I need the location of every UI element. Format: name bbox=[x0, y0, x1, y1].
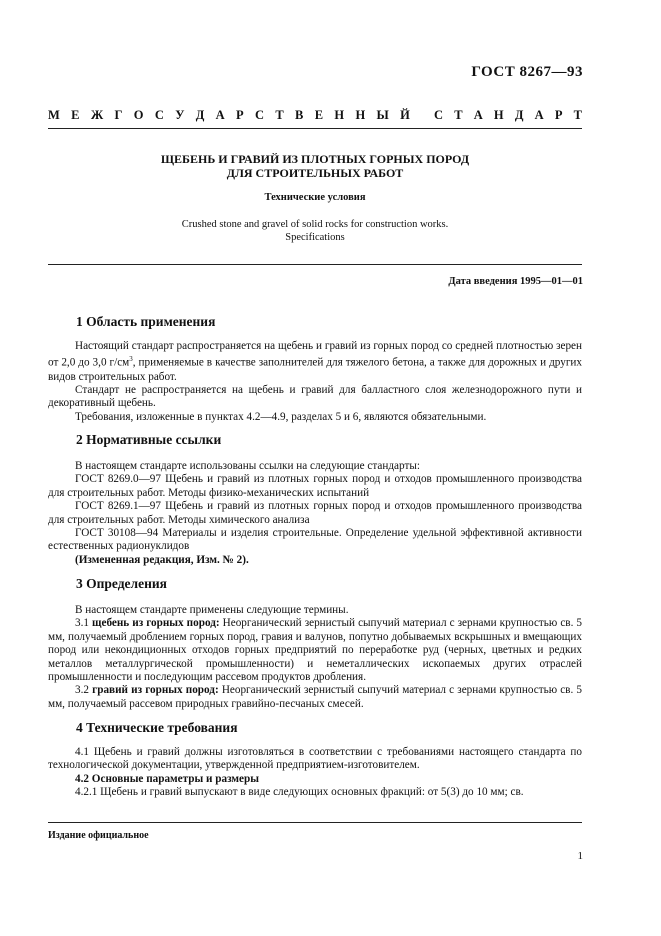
title-line-1: ЩЕБЕНЬ И ГРАВИЙ ИЗ ПЛОТНЫХ ГОРНЫХ ПОРОД bbox=[160, 152, 470, 166]
title-line-2: ДЛЯ СТРОИТЕЛЬНЫХ РАБОТ bbox=[226, 166, 404, 180]
section-4-body bbox=[48, 746, 582, 800]
section-2-amendment-note: (Измененная редакция, Изм. № 2). bbox=[75, 553, 249, 566]
section-2-body bbox=[48, 460, 582, 567]
banner-word1-letter: Ж bbox=[90, 108, 104, 122]
banner-word2-letter: Т bbox=[573, 108, 582, 122]
section-2-heading: 2 Нормативные ссылки bbox=[76, 432, 222, 447]
section-1-body bbox=[48, 340, 582, 424]
banner-word-mezhgosudarstvennyi bbox=[48, 108, 410, 123]
page-number: 1 bbox=[577, 850, 583, 862]
section-2-reference-2: ГОСТ 8269.1—97 Щебень и гравий из плотных горных пород и отходов промышленного производства для строительных работ. Методы химического анализа bbox=[48, 500, 582, 526]
english-title-line-2: Specifications bbox=[285, 232, 345, 243]
section-2-reference-3: ГОСТ 30108—94 Материалы и изделия строительные. Определение удельной эффективной активности естественных радионуклидов bbox=[48, 527, 582, 553]
banner-word1-letter: Е bbox=[314, 108, 324, 122]
banner-word1-letter: Н bbox=[334, 108, 345, 122]
section-4-heading: 4 Технические требования bbox=[76, 720, 238, 735]
term-crushed-stone: щебень из горных пород: bbox=[92, 617, 220, 630]
introduction-date: Дата введения 1995—01—01 bbox=[448, 276, 583, 287]
banner-word2-letter: Д bbox=[514, 108, 524, 122]
banner-word2-letter: А bbox=[473, 108, 483, 122]
title-rule bbox=[48, 264, 582, 265]
section-1-paragraph-2: Стандарт не распространяется на щебень и гравий для балластного слоя железнодорожного пути и декоративный щебень. bbox=[48, 383, 582, 410]
definition-3-1: 3.1 щебень из горных пород: Неорганический зернистый сыпучий материал с зернами крупностью св. 5 мм, получаемый дроблением горных пород, гравия и валунов, попутно добываемых вскрышных и вмещающих пород или некондиционных отходов горных предприятий по переработке руд (черных, цветных и редких металлов металлургической промышленности) и неметаллических ископаемых других отраслей промышленности и последующим рассевом продуктов дробления. bbox=[48, 617, 583, 684]
banner-word1-letter: У bbox=[175, 108, 185, 122]
top-rule bbox=[48, 128, 582, 129]
banner-word2-letter: Т bbox=[454, 108, 463, 122]
banner-word1-letter: Й bbox=[400, 108, 410, 122]
section-3-heading: 3 Определения bbox=[76, 576, 167, 591]
definition-3-2: 3.2 гравий из горных пород: Неорганический зернистый сыпучий материал с зернами крупностью св. 5 мм, получаемый рассевом природных гравийно-песчаных смесей. bbox=[48, 684, 583, 710]
banner-word1-letter: В bbox=[295, 108, 304, 122]
banner-word-standart bbox=[434, 108, 582, 123]
banner-word1-letter: Д bbox=[195, 108, 205, 122]
standard-banner bbox=[48, 108, 582, 123]
banner-word1-letter: С bbox=[154, 108, 164, 122]
banner-word2-letter: А bbox=[534, 108, 544, 122]
document-subtitle: Технические условия bbox=[264, 192, 366, 203]
section-4-paragraph-3: 4.2.1 Щебень и гравий выпускают в виде следующих основных фракций: от 5(3) до 10 мм; св. bbox=[75, 786, 524, 799]
section-2-paragraph-1: В настоящем стандарте использованы ссылки на следующие стандарты: bbox=[75, 460, 420, 472]
banner-word2-letter: С bbox=[434, 108, 444, 122]
section-1-paragraph-3: Требования, изложенные в пунктах 4.2—4.9, разделах 5 и 6, являются обязательными. bbox=[75, 410, 487, 423]
banner-word1-letter: Г bbox=[114, 108, 123, 122]
cubic-superscript: 3 bbox=[129, 355, 133, 364]
section-3 bbox=[76, 576, 167, 592]
banner-word2-letter: Н bbox=[493, 108, 504, 122]
section-3-paragraph-1: В настоящем стандарте применены следующие термины. bbox=[75, 604, 349, 616]
banner-word1-letter: А bbox=[215, 108, 225, 122]
section-2 bbox=[76, 432, 221, 448]
section-3-body bbox=[48, 604, 582, 711]
document-title bbox=[48, 152, 582, 180]
banner-word1-letter: М bbox=[48, 108, 60, 122]
banner-word2-letter: Р bbox=[554, 108, 563, 122]
banner-word1-letter: Н bbox=[355, 108, 366, 122]
banner-word1-letter: Т bbox=[275, 108, 284, 122]
banner-word1-letter: О bbox=[133, 108, 144, 122]
official-edition-label: Издание официальное bbox=[48, 830, 149, 841]
section-1-paragraph-1: Настоящий стандарт распространяется на щебень и гравий из горных пород со средней плотностью зерен от 2,0 до 3,0 $г/см^3$, применяемые в качестве заполнителей для тяжелого бетона, а также для дорожных и других видов строительных работ. bbox=[48, 340, 582, 383]
banner-word1-letter: Е bbox=[71, 108, 80, 122]
footer-rule bbox=[48, 822, 582, 823]
banner-word1-letter: Ы bbox=[376, 108, 389, 122]
english-title bbox=[48, 218, 582, 244]
section-4-paragraph-1: 4.1 Щебень и гравий должны изготовляться в соответствии с требованиями настоящего стандарта по технологической документации, утвержденной предприятием-изготовителем. bbox=[48, 746, 582, 772]
section-2-reference-1: ГОСТ 8269.0—97 Щебень и гравий из плотных горных пород и отходов промышленного производства для строительных работ. Методы физико-механических испытаний bbox=[48, 473, 582, 499]
section-1 bbox=[76, 314, 215, 330]
banner-word1-letter: С bbox=[255, 108, 265, 122]
english-title-line-1: Crushed stone and gravel of solid rocks for construction works. bbox=[181, 219, 449, 230]
gost-number: ГОСТ 8267—93 bbox=[471, 64, 583, 80]
section-1-heading: 1 Область применения bbox=[76, 314, 216, 329]
banner-word1-letter: Р bbox=[236, 108, 244, 122]
section-4-subheading: 4.2 Основные параметры и размеры bbox=[75, 772, 259, 785]
term-gravel: гравий из горных пород: bbox=[92, 684, 219, 697]
section-4 bbox=[76, 720, 238, 736]
